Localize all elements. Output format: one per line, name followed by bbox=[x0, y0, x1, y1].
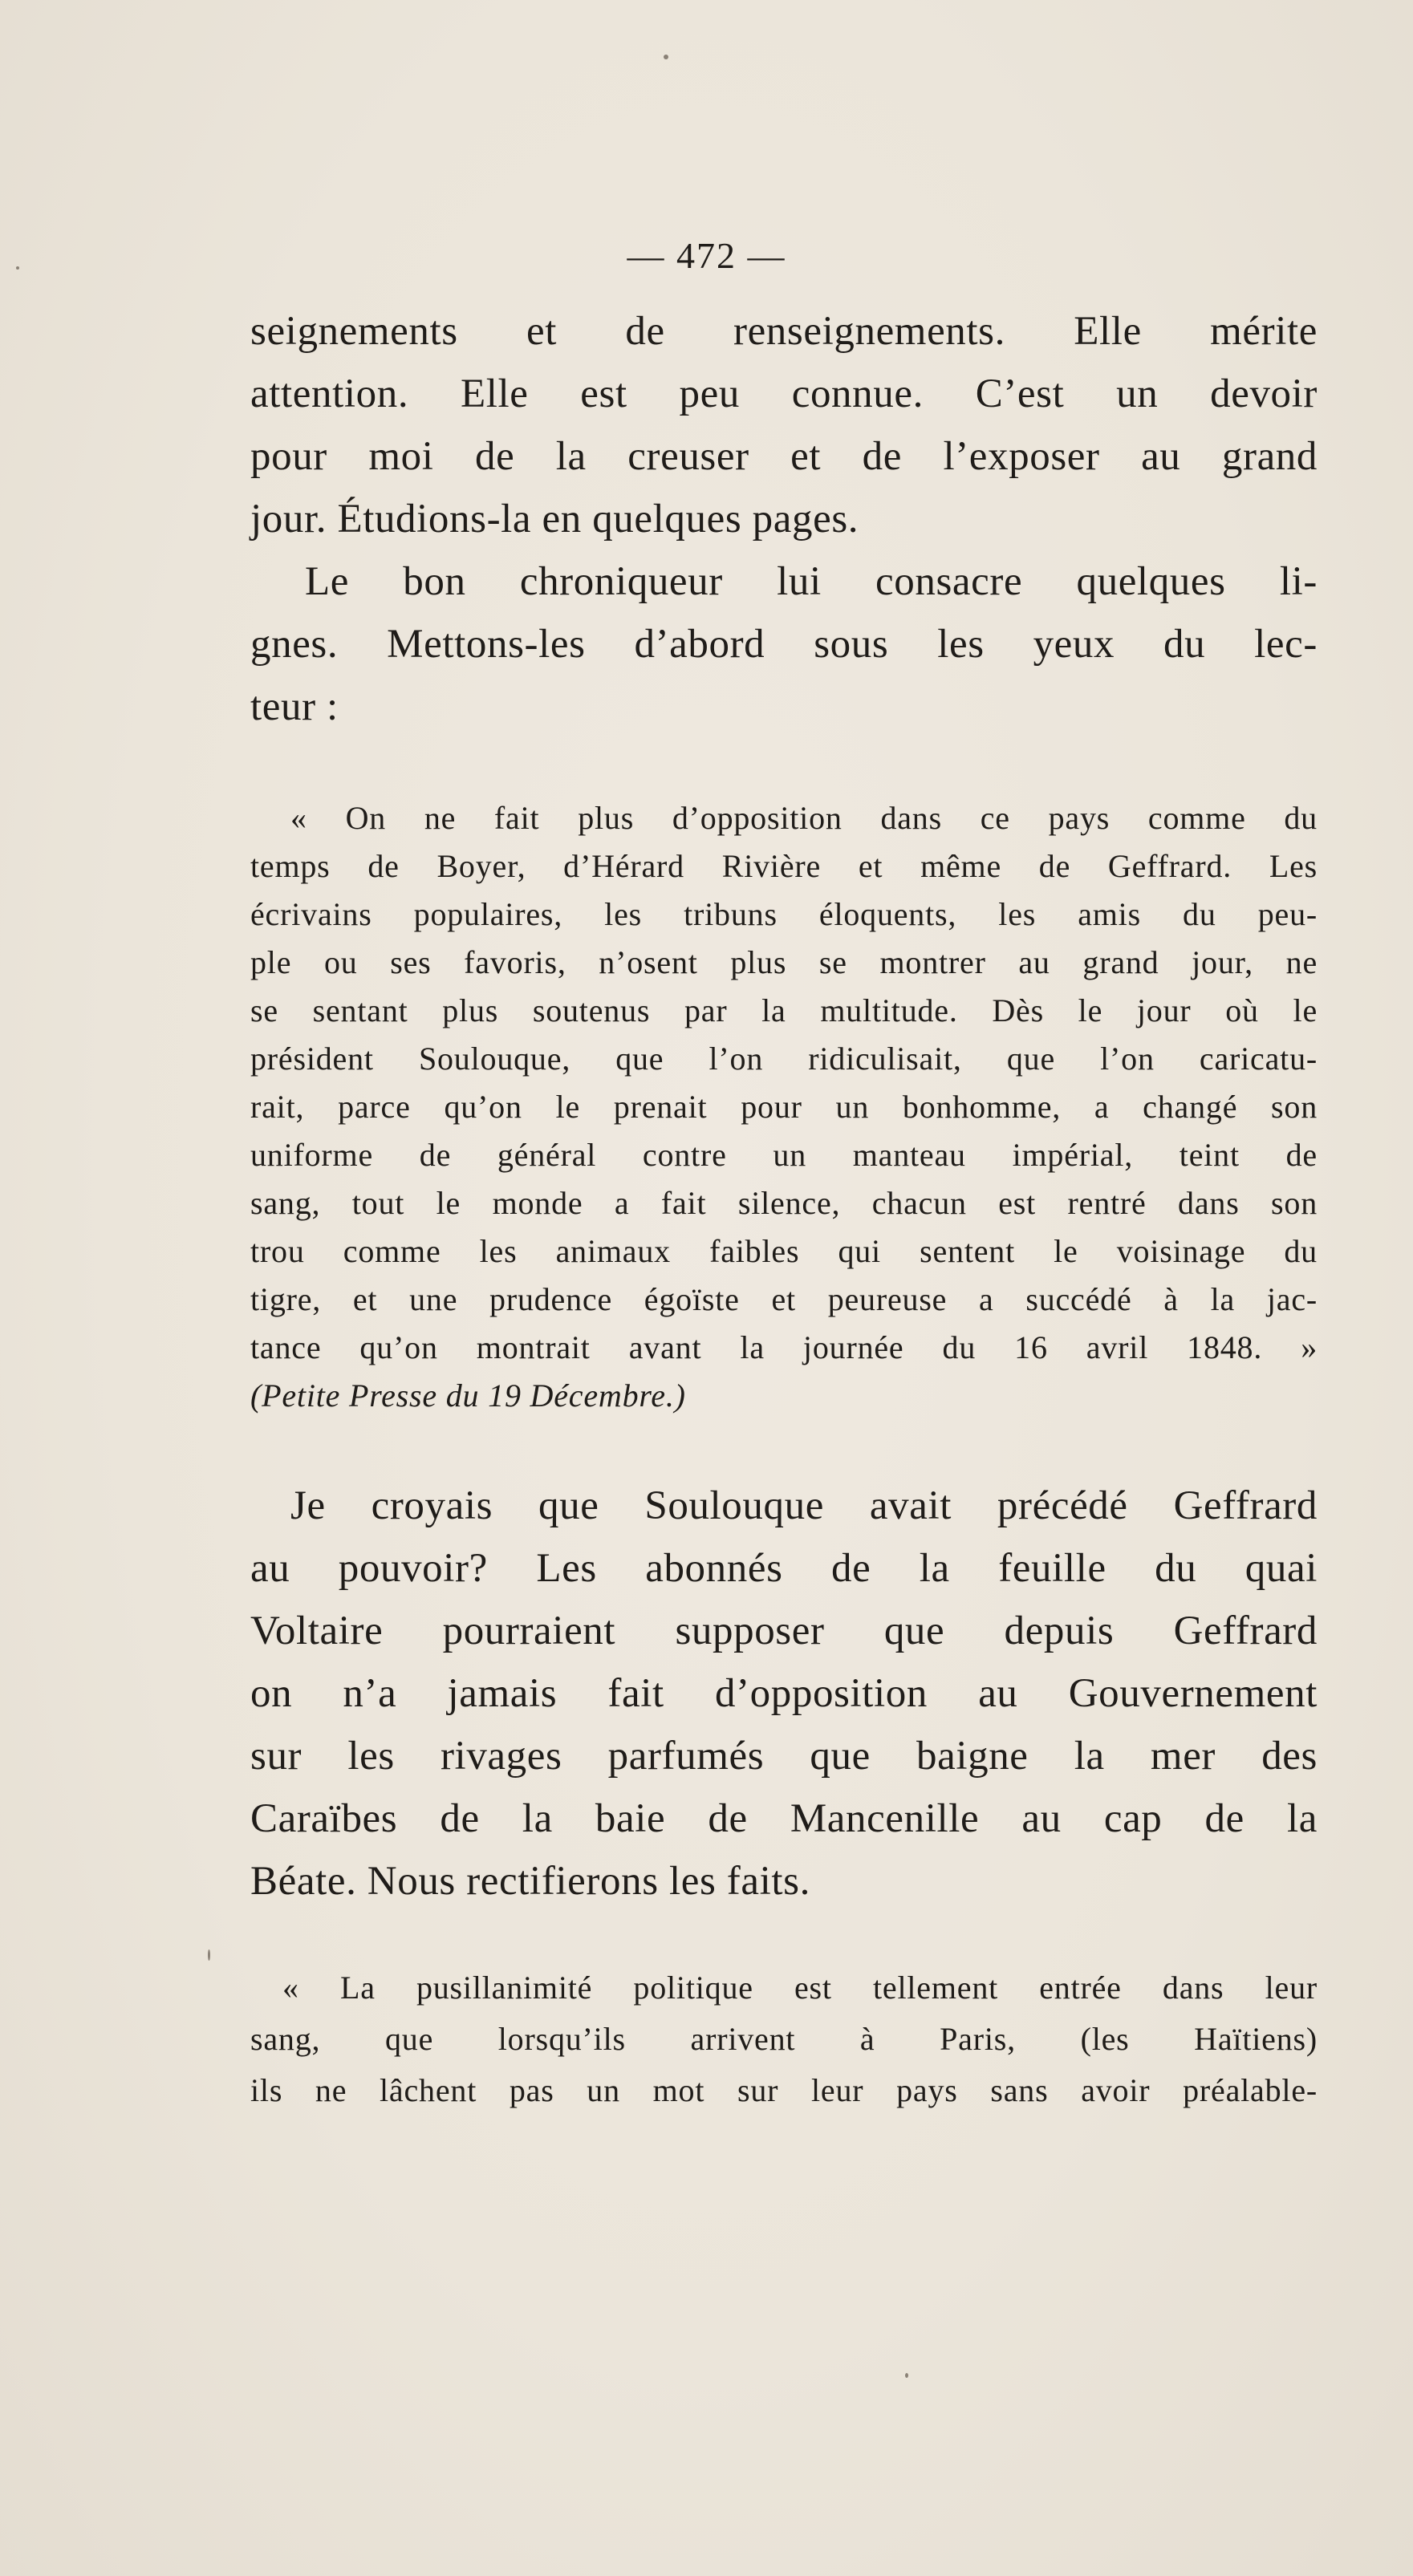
quote-1-line: se sentant plus soutenus par la multitude. Dès le jour où le bbox=[250, 992, 1318, 1028]
quote-1-line: temps de Boyer, d’Hérard Rivière et même de Geffrard. Les bbox=[250, 848, 1318, 884]
quote-2-line: ils ne lâchent pas un mot sur leur pays sans avoir préalable- bbox=[250, 2072, 1318, 2108]
quote-1-line: uniforme de général contre un manteau impérial, teint de bbox=[250, 1137, 1318, 1173]
paragraph-3-line: on n’a jamais fait d’opposition au Gouvernement bbox=[250, 1671, 1318, 1716]
paragraph-3-line: Voltaire pourraient supposer que depuis Geffrard bbox=[250, 1608, 1318, 1653]
paragraph-3-line: Caraïbes de la baie de Mancenille au cap de la bbox=[250, 1796, 1318, 1841]
quote-1-line: président Soulouque, que l’on ridiculisait, que l’on caricatu- bbox=[250, 1041, 1318, 1077]
quote-1-citation: (Petite Presse du 19 Décembre.) bbox=[250, 1377, 686, 1414]
page-number: — 472 — bbox=[627, 235, 786, 276]
quote-1-line: écrivains populaires, les tribuns éloquents, les amis du peu- bbox=[250, 896, 1318, 932]
quote-1-line: tigre, et une prudence égoïste et peureuse a succédé à la jac- bbox=[250, 1281, 1318, 1317]
paragraph-1-line: pour moi de la creuser et de l’exposer au grand bbox=[250, 434, 1318, 479]
quote-1-line: « On ne fait plus d’opposition dans ce pays comme du bbox=[290, 800, 1318, 836]
paragraph-2-line: teur : bbox=[250, 684, 339, 729]
paper-speck bbox=[905, 2373, 908, 2378]
paragraph-2-line: Le bon chroniqueur lui consacre quelques li- bbox=[305, 559, 1318, 604]
paragraph-1-line: attention. Elle est peu connue. C’est un devoir bbox=[250, 371, 1318, 416]
paper-speck bbox=[16, 266, 19, 270]
paragraph-3-line: sur les rivages parfumés que baigne la mer des bbox=[250, 1734, 1318, 1779]
quote-2-line: « La pusillanimité politique est tellement entrée dans leur bbox=[282, 1970, 1318, 2006]
quote-1-line: tance qu’on montrait avant la journée du 16 avril 1848. » bbox=[250, 1329, 1318, 1365]
quote-1-line: ple ou ses favoris, n’osent plus se montrer au grand jour, ne bbox=[250, 944, 1318, 980]
paragraph-3-line: Je croyais que Soulouque avait précédé Geffrard bbox=[290, 1483, 1318, 1528]
paragraph-2-line: gnes. Mettons-les d’abord sous les yeux du lec- bbox=[250, 622, 1318, 667]
quote-1-line: trou comme les animaux faibles qui sentent le voisinage du bbox=[250, 1233, 1318, 1269]
paper-speck bbox=[208, 1949, 210, 1961]
quote-1-line: rait, parce qu’on le prenait pour un bonhomme, a changé son bbox=[250, 1089, 1318, 1125]
quote-1-line: sang, tout le monde a fait silence, chacun est rentré dans son bbox=[250, 1185, 1318, 1221]
paragraph-3-line: au pouvoir? Les abonnés de la feuille du quai bbox=[250, 1546, 1318, 1591]
paragraph-1-line: seignements et de renseignements. Elle mérite bbox=[250, 309, 1318, 354]
paper-speck bbox=[664, 55, 668, 59]
quote-2-line: sang, que lorsqu’ils arrivent à Paris, (les Haïtiens) bbox=[250, 2021, 1318, 2057]
paragraph-1-line: jour. Étudions-la en quelques pages. bbox=[250, 497, 859, 542]
paragraph-3-line: Béate. Nous rectifierons les faits. bbox=[250, 1859, 810, 1904]
